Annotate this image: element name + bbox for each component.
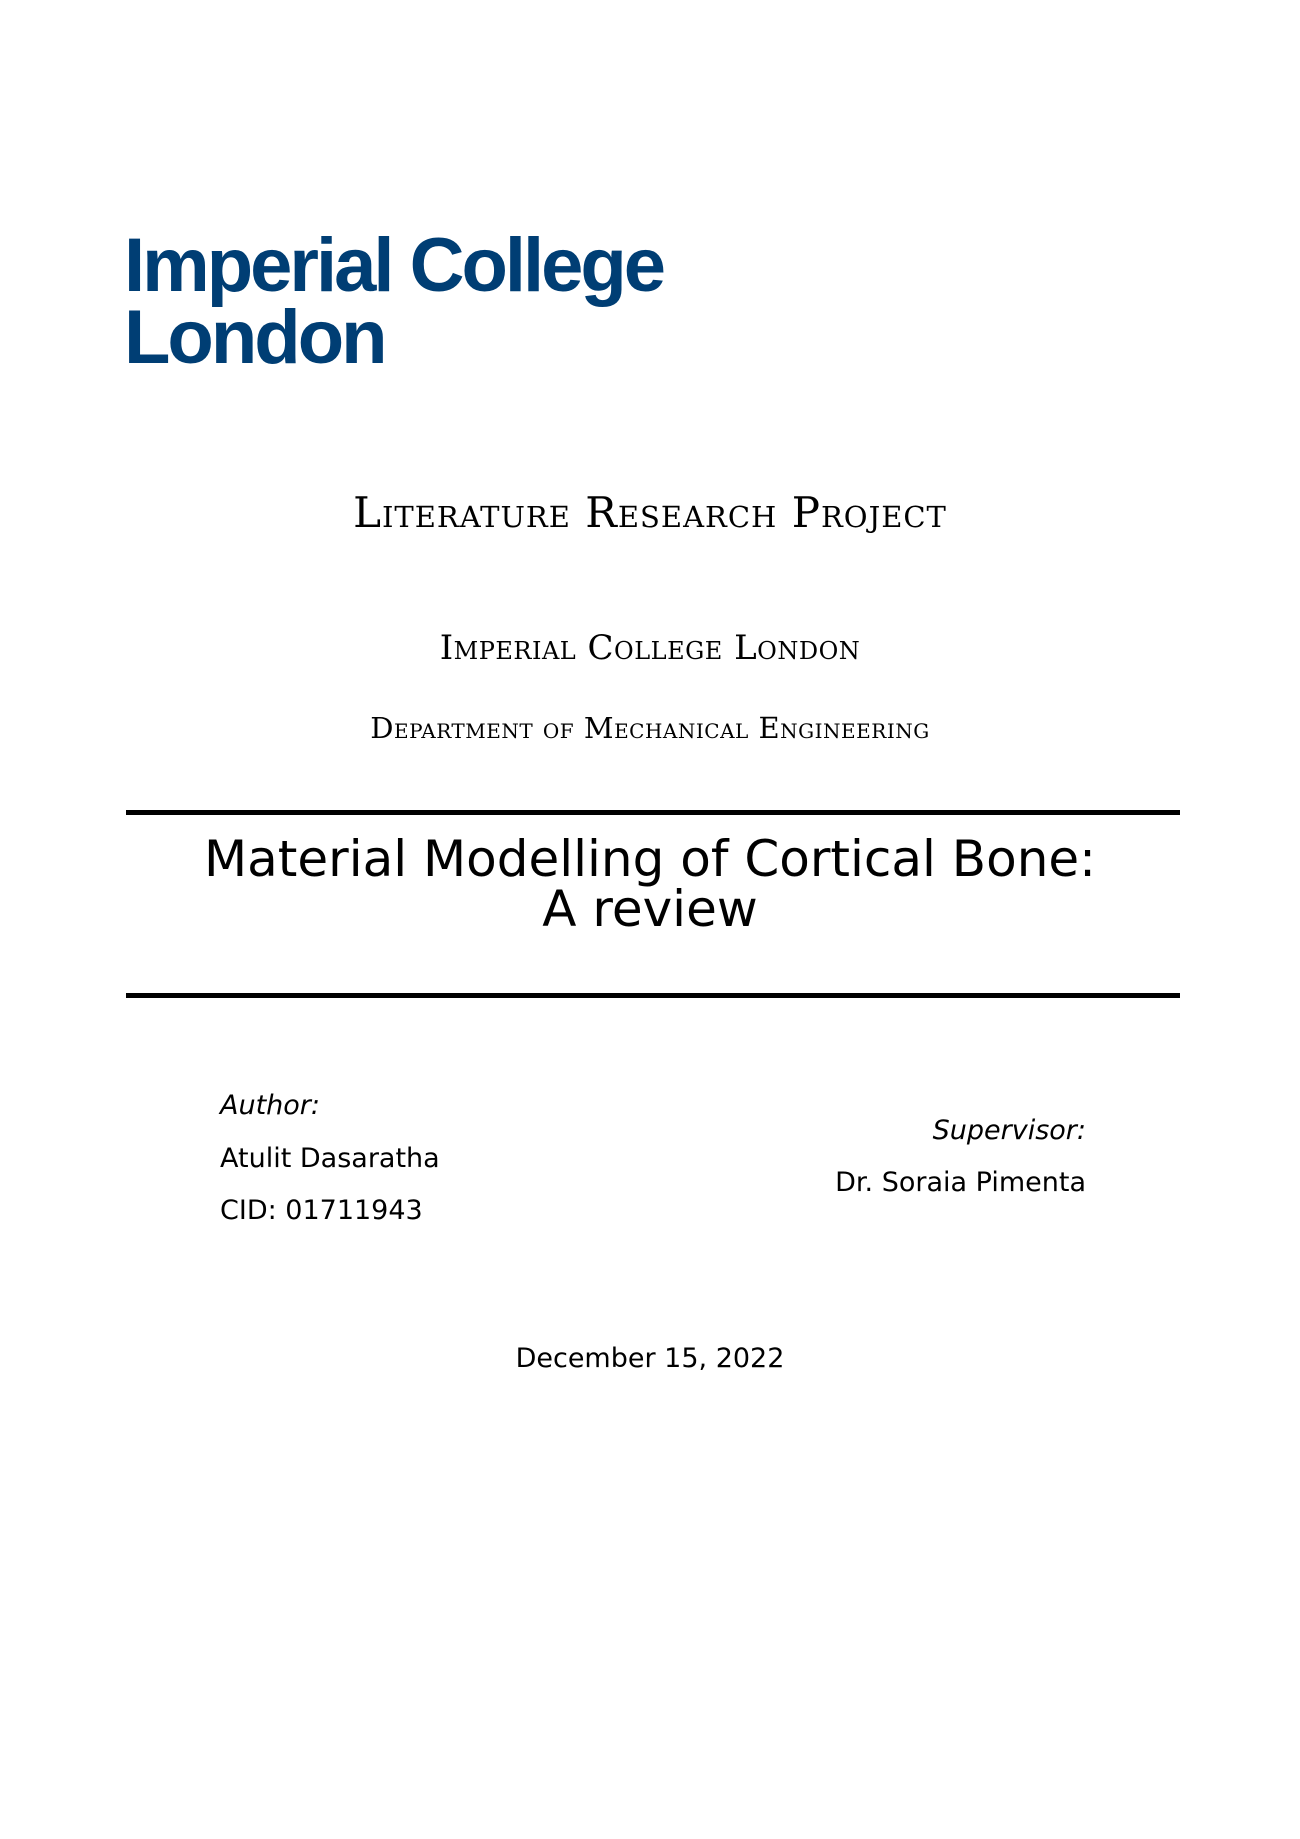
supervisor-name: Dr. Soraia Pimenta bbox=[835, 1167, 1086, 1198]
logo-line-2: London bbox=[124, 295, 385, 380]
document-date: December 15, 2022 bbox=[515, 1343, 785, 1374]
author-cid: CID: 01711943 bbox=[220, 1195, 423, 1226]
title-line-1: Material Modelling of Cortical Bone: bbox=[204, 830, 1096, 888]
supervisor-label: Supervisor: bbox=[932, 1115, 1086, 1146]
department-name: Department of Mechanical Engineering bbox=[370, 711, 930, 745]
author-label: Author: bbox=[220, 1090, 320, 1121]
title-bottom-rule bbox=[126, 993, 1180, 998]
title-line-2: A review bbox=[542, 880, 758, 938]
document-title bbox=[0, 830, 1300, 938]
institution-name: Imperial College London bbox=[439, 628, 861, 668]
imperial-college-london-logo bbox=[124, 223, 664, 380]
logo-line-1: Imperial College bbox=[124, 223, 664, 308]
project-type-heading: Literature Research Project bbox=[353, 488, 947, 537]
title-top-rule bbox=[126, 810, 1180, 815]
author-name: Atulit Dasaratha bbox=[220, 1143, 440, 1174]
